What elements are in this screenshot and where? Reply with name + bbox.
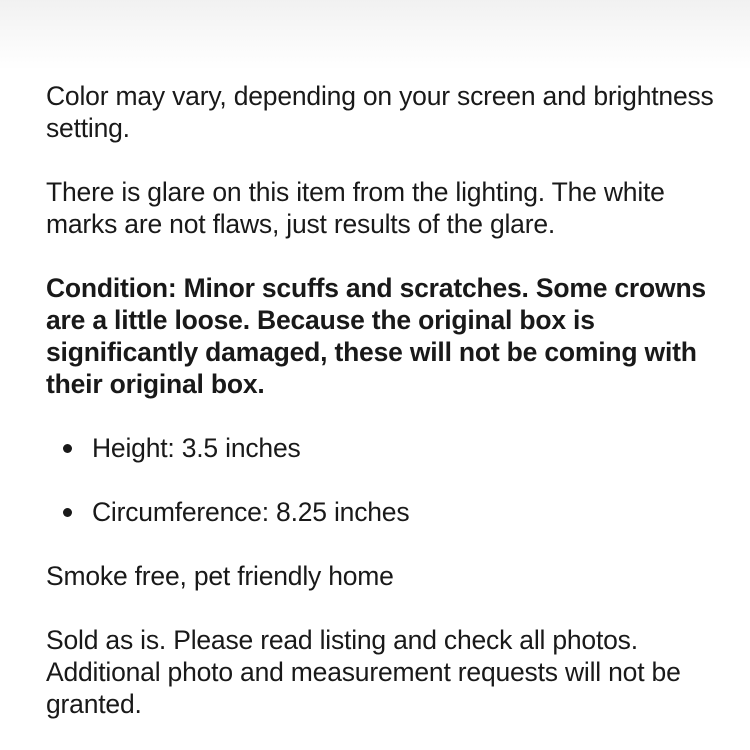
measurement-text-height: Height: 3.5 inches [92, 433, 301, 463]
measurements-list [46, 432, 726, 528]
home-paragraph: Smoke free, pet friendly home [46, 561, 394, 591]
measurement-item-circumference [46, 496, 726, 528]
measurement-text-circumference: Circumference: 8.25 inches [92, 497, 410, 527]
measurement-item-height [46, 432, 726, 464]
bullet-dot-icon [63, 508, 72, 517]
color-note-paragraph: Color may vary, depending on your screen and brightness setting. [46, 81, 714, 143]
top-fade-band [0, 0, 750, 70]
glare-note-paragraph: There is glare on this item from the lighting. The white marks are not flaws, just results of the glare. [46, 177, 665, 239]
bullet-dot-icon [63, 444, 72, 453]
condition-paragraph: Condition: Minor scuffs and scratches. Some crowns are a little loose. Because the original box is significantly damaged, these will not be coming with their original box. [46, 273, 706, 399]
sold-as-is-paragraph: Sold as is. Please read listing and check all photos. Additional photo and measurement requests will not be granted. [46, 625, 681, 719]
item-description [46, 80, 726, 750]
